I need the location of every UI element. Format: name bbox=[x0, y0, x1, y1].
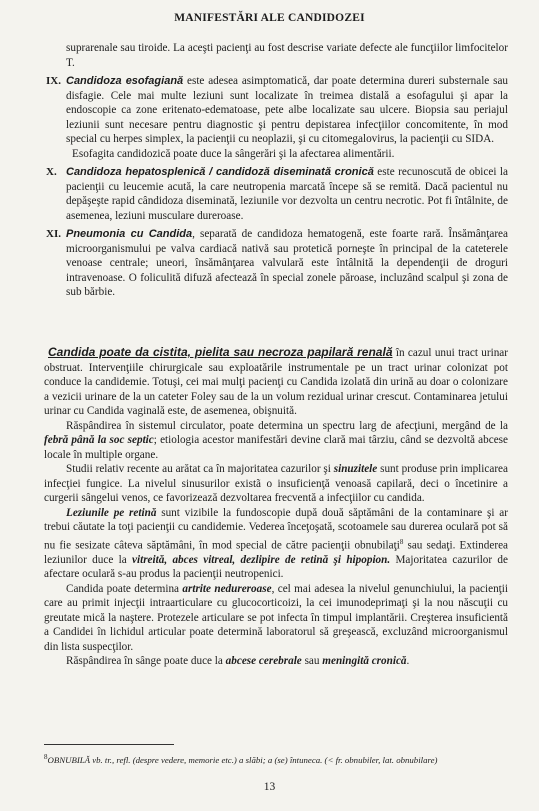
list-item-ix bbox=[44, 74, 508, 161]
text-run: Candida poate determina bbox=[66, 582, 183, 595]
text-run: sau bbox=[301, 655, 323, 668]
blood-paragraph bbox=[44, 654, 508, 669]
item-text: este recunoscută de obicei la pacienţii cu leucemie acută, la care neutropenia marcată începe să se remită. Dacă pacientul nu depăşeşte rapid cândidoza diseminată, leziunile vor dezvolta un centru necrotic. Pot fi întâlnite, de asemenea, leziuni musculare dureroase. bbox=[66, 166, 508, 222]
item-number: X. bbox=[46, 166, 57, 178]
continuation-paragraph: suprarenale sau tiroide. La aceşti pacienţi au fost descrise variate defecte ale funcţiilor limfocitelor T. bbox=[66, 42, 508, 69]
item-text: , separată de candidoza hematogenă, este foarte rară. Însămânţarea microorganismului pe valva cardiacă nativă sau protetică porneşte în principal de la cateterele venoase centrale; uneori, însămânţarea valvulară este întâlnită la dependenţii de droguri intravenoase. O foliculită difuză afectează în special zonele păroase, incluzând scalpul şi zona de sub bărbie. bbox=[66, 228, 508, 298]
text-run: ; etiologia acestor manifestări devine clară mai târziu, când se dezvoltă abcese locale în multiple organe. bbox=[44, 434, 508, 461]
running-header: MANIFESTĂRI ALE CANDIDOZEI bbox=[174, 12, 365, 24]
emphasis-text: sinuzitele bbox=[333, 463, 378, 475]
text-run: Studii relativ recente au arătat ca în majoritatea cazurilor şi bbox=[66, 463, 334, 475]
text-run: , cel mai adesea la nivelul genunchiului, la pacienţii care au primit injecţii intraarticulare cu glucocorticoizi, la cei imunodeprimaţi şi la nou născuţii cu greutate mică la naştere. Protezele articulare se pot infecta în timpul implantării. Creşterea insuficientă a Candidei în lichidul articular poate determină laboratorul să greşească, excluzând microorganismul din lista suspecţilor. bbox=[44, 582, 508, 653]
urinary-text: în cazul unui tract urinar obstruat. Intervenţiile chirurgicale sau exploatările instrumentale pe un tract urinar colonizat pot conduce la candidemie. Totuşi, cei mai mulţi pacienţi cu Candida izolată din urină au doar o colonizare a vezicii urinare de la un cateter Foley sau de la un volum rezidual urinar crescut. Contaminarea jetului urinar cu Candida vaginală este, de asemenea, obişnuită. bbox=[44, 347, 508, 417]
urinary-paragraph bbox=[44, 345, 508, 419]
item-extra: Esofagita candidozică poate duce la sângerări şi la afectarea alimentării. bbox=[72, 147, 395, 160]
section-heading: Candida poate da cistita, pielita sau necroza papilară renală bbox=[48, 345, 393, 359]
body-text-lower bbox=[44, 345, 508, 669]
emphasis-text: artrite nedureroase bbox=[182, 582, 272, 595]
footnote-term: OBNUBILĂ bbox=[47, 754, 91, 765]
footnote bbox=[44, 753, 514, 765]
footnote-text: vb. tr., refl. (despre vedere, memorie etc.) a slăbi; a (se) întuneca. (< fr. obnubiler, lat. obnubilare) bbox=[90, 754, 438, 765]
text-run: sau sedaţi. Extinderea leziunilor duce la bbox=[44, 539, 508, 566]
list-item-xi bbox=[44, 227, 508, 300]
footnote-ref: 8 bbox=[399, 537, 404, 546]
text-run: sunt vizibile la fundoscopie după două săptămâni de la contaminare şi ar trebui căutate la toţi pacienţii cu candidemie. Vederea înceţoşată, scotoamele sau durerea oculară pot să nu fie sesizate câteva săptămâni, în mod special de către pacienţii obnubilaţi bbox=[44, 506, 508, 552]
text-run: Răspândirea în sânge poate duce la bbox=[66, 655, 226, 668]
item-text: este adesea asimptomatică, dar poate determina dureri substernale sau disfagie. Cele mai multe leziuni sunt localizate în treimea distală a esofagului şi apar la endoscopie ca zone eritenato-edematoase, pete albe localizate sau ulcere. Biopsia sau periajul leziunii sunt necesare pentru diagnostic şi pentru depistarea infecţiilor concomitente, în mod special cu herpes simplex, la pacienţii cu neoplazii, şi cu citomegalovirus, la pacienţii cu SIDA. bbox=[66, 75, 509, 145]
emphasis-text: abcese cerebrale bbox=[225, 655, 302, 668]
circulation-paragraph bbox=[44, 419, 508, 463]
text-run: Majoritatea cazurilor de afectare oculară s-au produs la pacienţii neutropenici. bbox=[44, 553, 508, 581]
item-title: Pneumonia cu Candida bbox=[66, 228, 193, 240]
arthritis-paragraph bbox=[44, 582, 508, 655]
item-title: Candidoza hepatosplenică / candidoză diseminată cronică bbox=[66, 166, 374, 178]
footnote-divider bbox=[44, 744, 174, 745]
emphasis-text: vitreită, abces vitreal, dezlipire de retină şi hipopion. bbox=[132, 553, 391, 566]
emphasis-text: Leziunile pe retină bbox=[66, 506, 157, 519]
list-item-x bbox=[44, 165, 508, 223]
sinusitis-paragraph bbox=[44, 462, 508, 506]
item-title: Candidoza esofagiană bbox=[66, 75, 184, 87]
body-text bbox=[44, 41, 508, 300]
text-run: sunt produse prin implicarea infecţiei fungice. La nivelul sinusurilor existã o insuficienţă venoasă capilară, deci o încetinire a curgerii sângelui venos, ce favorizează dezvoltarea frecventă a infecţiilor cu candida. bbox=[44, 463, 508, 504]
text-run: Răspândirea în sistemul circulator, poate determina un spectru larg de afecţiuni, mergând de la bbox=[66, 419, 508, 432]
page-number: 13 bbox=[263, 781, 276, 793]
emphasis-text: meningită cronică bbox=[322, 655, 407, 668]
footnote-mark: 8 bbox=[44, 753, 48, 761]
emphasis-text: febră până la soc septic bbox=[44, 434, 154, 446]
item-number: IX. bbox=[46, 75, 61, 87]
item-number: XI. bbox=[46, 228, 61, 240]
retina-paragraph bbox=[44, 506, 508, 582]
text-run: . bbox=[406, 655, 410, 668]
